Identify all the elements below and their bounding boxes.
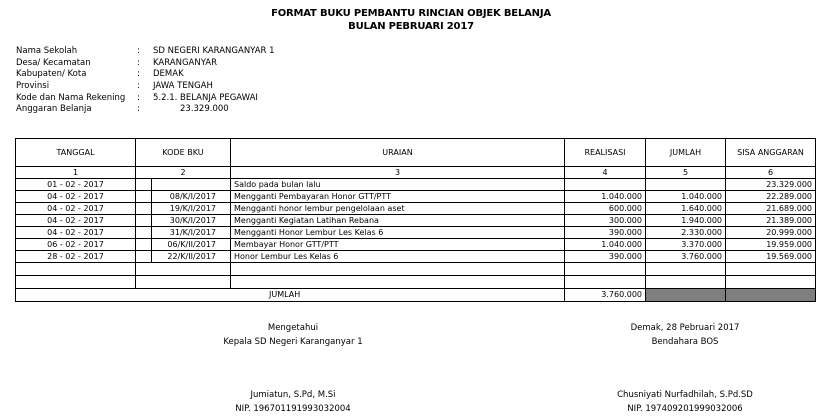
cell-realisasi [565,179,646,191]
cell-tanggal: 28 - 02 - 2017 [16,251,136,263]
info-colon: : [137,46,140,56]
header-tanggal: TANGGAL [16,139,136,167]
cell-kode-bku [136,203,231,215]
cell-jumlah: 3.760.000 [646,251,726,263]
cell-uraian: Mengganti Honor Lembur Les Kelas 6 [231,227,565,239]
kode-value: 06/K/II/2017 [167,240,216,249]
cell-jumlah: 1.640.000 [646,203,726,215]
cell-realisasi: 390.000 [565,227,646,239]
kode-value: 22/K/II/2017 [167,252,216,261]
cell-kode-bku [136,251,231,263]
cell-sisa: 19.569.000 [726,251,816,263]
cell-jumlah: 3.370.000 [646,239,726,251]
cell-kode-bku [136,179,231,191]
cell-jumlah: 1.940.000 [646,215,726,227]
cell-uraian: Honor Lembur Les Kelas 6 [231,251,565,263]
header-sisa-anggaran: SISA ANGGARAN [726,139,816,167]
table-row [16,179,816,191]
cell-uraian: Mengganti honor lembur pengelolaan aset [231,203,565,215]
kode-value: 30/K/I/2017 [169,216,216,225]
info-label: Kode dan Nama Rekening [16,92,126,103]
column-number: 1 [16,167,136,179]
signature-left-name: Jumiatun, S.Pd, M.Si [250,390,336,400]
column-number: 2 [136,167,231,179]
cell-kode-bku [136,191,231,203]
info-colon: : [137,104,140,115]
cell-sisa: 23.329.000 [726,179,816,191]
column-number: 4 [565,167,646,179]
kode-value: 08/K/I/2017 [169,192,216,201]
header-uraian: URAIAN [231,139,565,167]
info-label: Desa/ Kecamatan [16,57,91,68]
signature-right-nip: NIP. 197409201999032006 [627,404,743,414]
cell-uraian: Saldo pada bulan lalu [231,179,565,191]
table-row [16,251,816,263]
cell-tanggal: 01 - 02 - 2017 [16,179,136,191]
cell-realisasi: 1.040.000 [565,191,646,203]
cell-tanggal: 06 - 02 - 2017 [16,239,136,251]
cell-kode-bku [136,215,231,227]
info-value: JAWA TENGAH [153,81,213,92]
cell-tanggal: 04 - 02 - 2017 [16,215,136,227]
cell-sisa: 22.289.000 [726,191,816,203]
cell-realisasi: 600.000 [565,203,646,215]
info-value: KARANGANYAR [153,57,217,68]
cell-sisa: 21.689.000 [726,203,816,215]
info-value: 5.2.1. BELANJA PEGAWAI [153,92,258,103]
cell-jumlah: 1.040.000 [646,191,726,203]
column-number-row [16,167,816,179]
table-row [16,215,816,227]
info-colon: : [137,92,140,103]
ledger-table [15,138,816,302]
info-label: Kabupaten/ Kota [16,69,87,80]
info-colon: : [137,81,140,92]
cell-jumlah [646,179,726,191]
info-label: Anggaran Belanja [16,104,92,115]
signature-left-position: Kepala SD Negeri Karanganyar 1 [223,337,363,347]
total-realisasi: 3.760.000 [565,289,646,302]
cell-uraian: Mengganti Kegiatan Latihan Rebana [231,215,565,227]
total-row [16,289,816,302]
column-number: 6 [726,167,816,179]
column-number: 5 [646,167,726,179]
cell-uraian: Membayar Honor GTT/PTT [231,239,565,251]
table-row [16,227,816,239]
table-row [16,239,816,251]
header-kode-bku: KODE BKU [136,139,231,167]
table-row-empty [16,263,816,276]
cell-realisasi: 390.000 [565,251,646,263]
table-row-empty [16,276,816,289]
table-header-row [16,139,816,167]
info-colon: : [137,57,140,68]
info-label: Provinsi [16,81,50,92]
info-value: 23.329.000 [180,104,229,115]
total-jumlah-shaded [646,289,726,302]
cell-sisa: 20.999.000 [726,227,816,239]
document-title: FORMAT BUKU PEMBANTU RINCIAN OBJEK BELANJA [271,8,551,19]
cell-realisasi: 1.040.000 [565,239,646,251]
cell-tanggal: 04 - 02 - 2017 [16,203,136,215]
cell-realisasi: 300.000 [565,215,646,227]
table-row [16,191,816,203]
signature-right-position: Bendahara BOS [651,337,719,347]
total-sisa-shaded [726,289,816,302]
kode-value: 31/K/I/2017 [169,228,216,237]
cell-tanggal: 04 - 02 - 2017 [16,191,136,203]
document-subtitle: BULAN PEBRUARI 2017 [348,21,474,32]
signature-left-nip: NIP. 196701191993032004 [235,404,351,414]
info-value: SD NEGERI KARANGANYAR 1 [153,46,275,56]
table-row [16,203,816,215]
cell-kode-bku [136,227,231,239]
cell-tanggal: 04 - 02 - 2017 [16,227,136,239]
signature-right-name: Chusniyati Nurfadhilah, S.Pd.SD [617,390,753,400]
cell-jumlah: 2.330.000 [646,227,726,239]
info-label: Nama Sekolah [16,46,78,56]
cell-sisa: 19.959.000 [726,239,816,251]
kode-value: 19/K/I/2017 [169,204,216,213]
cell-uraian: Mengganti Pembayaran Honor GTT/PTT [231,191,565,203]
cell-sisa: 21.389.000 [726,215,816,227]
header-jumlah: JUMLAH [646,139,726,167]
signature-left-caption: Mengetahui [267,323,319,333]
info-colon: : [137,69,140,80]
signature-right-date: Demak, 28 Pebruari 2017 [630,323,740,333]
header-realisasi: REALISASI [565,139,646,167]
column-number: 3 [231,167,565,179]
total-label: JUMLAH [16,289,565,302]
info-value: DEMAK [153,69,184,80]
cell-kode-bku [136,239,231,251]
kode-value [152,179,230,190]
